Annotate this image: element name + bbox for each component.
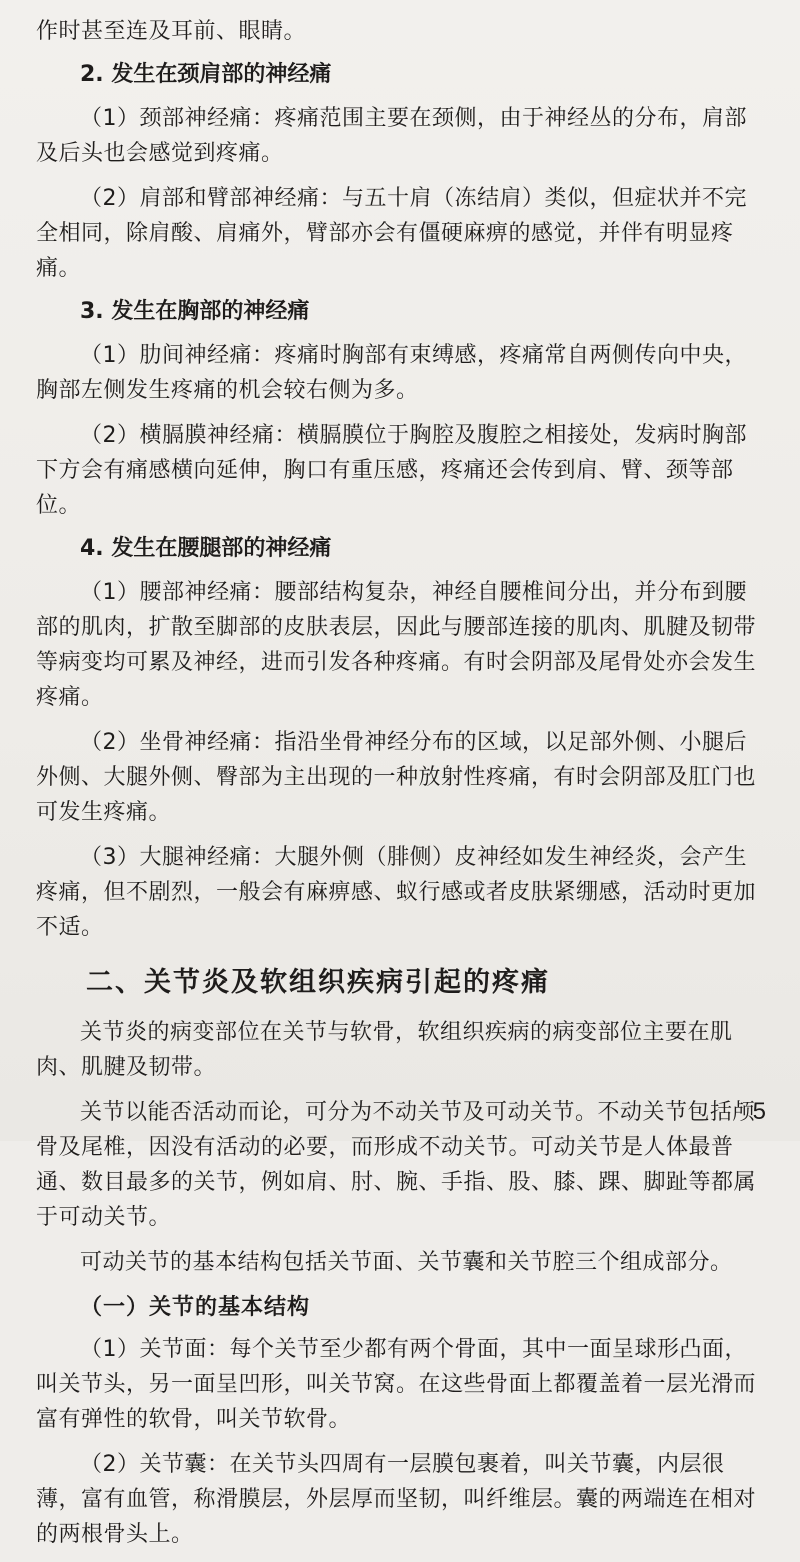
para-intercostal-neuralgia: （1）肋间神经痛：疼痛时胸部有束缚感，疼痛常自两侧传向中央，胸部左侧发生疼痛的机会较右侧为多。 xyxy=(36,343,747,403)
para-neck-neuralgia: （1）颈部神经痛：疼痛范围主要在颈侧，由于神经丛的分布，肩部及后头也会感觉到疼痛。 xyxy=(36,106,747,166)
heading-chest: 3. 发生在胸部的神经痛 xyxy=(80,299,310,324)
section-title-arthritis: 二、关节炎及软组织疾病引起的疼痛 xyxy=(86,967,550,998)
text-column xyxy=(36,14,766,1562)
para-thigh-neuralgia: （3）大腿神经痛：大腿外侧（腓侧）皮神经如发生神经炎，会产生疼痛，但不剧烈，一般会有麻痹感、蚁行感或者皮肤紧绷感，活动时更加不适。 xyxy=(36,845,757,940)
para-continued: 作时甚至连及耳前、眼睛。 xyxy=(36,19,307,44)
para-articular-surface: （1）关节面：每个关节至少都有两个骨面，其中一面呈球形凸面，叫关节头，另一面呈凹形，叫关节窝。在这些骨面上都覆盖着一层光滑而富有弹性的软骨，叫关节软骨。 xyxy=(36,1337,757,1432)
para-joint-capsule: （2）关节囊：在关节头四周有一层膜包裹着，叫关节囊，内层很薄，富有血管，称滑膜层，外层厚而坚韧，叫纤维层。囊的两端连在相对的两根骨头上。 xyxy=(36,1452,757,1547)
page-number: 5 xyxy=(752,1098,766,1125)
heading-waist-leg: 4. 发生在腰腿部的神经痛 xyxy=(80,536,332,561)
heading-neck-shoulder: 2. 发生在颈肩部的神经痛 xyxy=(80,62,332,87)
para-joint-types: 关节以能否活动而论，可分为不动关节及可动关节。不动关节包括颅骨及尾椎，因没有活动的必要，而形成不动关节。可动关节是人体最普通、数目最多的关节，例如肩、肘、腕、手指、股、膝、踝、脚趾等都属于可动关节。 xyxy=(36,1100,757,1230)
para-joint-structure: 可动关节的基本结构包括关节面、关节囊和关节腔三个组成部分。 xyxy=(80,1250,733,1275)
para-lumbar-neuralgia: （1）腰部神经痛：腰部结构复杂，神经自腰椎间分出，并分布到腰部的肌肉，扩散至脚部的皮肤表层，因此与腰部连接的肌肉、肌腱及韧带等病变均可累及神经，进而引发各种疼痛。有时会阴部及尾骨处亦会发生疼痛。 xyxy=(36,580,757,710)
para-phrenic-neuralgia: （2）横膈膜神经痛：横膈膜位于胸腔及腹腔之相接处，发病时胸部下方会有痛感横向延伸，胸口有重压感，疼痛还会传到肩、臂、颈等部位。 xyxy=(36,423,747,518)
para-shoulder-arm-neuralgia: （2）肩部和臂部神经痛：与五十肩（冻结肩）类似，但症状并不完全相同，除肩酸、肩痛外，臂部亦会有僵硬麻痹的感觉，并伴有明显疼痛。 xyxy=(36,186,747,281)
para-sciatic-neuralgia: （2）坐骨神经痛：指沿坐骨神经分布的区域，以足部外侧、小腿后外侧、大腿外侧、臀部为主出现的一种放射性疼痛，有时会阴部及肛门也可发生疼痛。 xyxy=(36,730,757,825)
para-lesion-sites: 关节炎的病变部位在关节与软骨，软组织疾病的病变部位主要在肌肉、肌腱及韧带。 xyxy=(36,1020,733,1080)
subsection-basic-structure: （一）关节的基本结构 xyxy=(80,1294,311,1320)
